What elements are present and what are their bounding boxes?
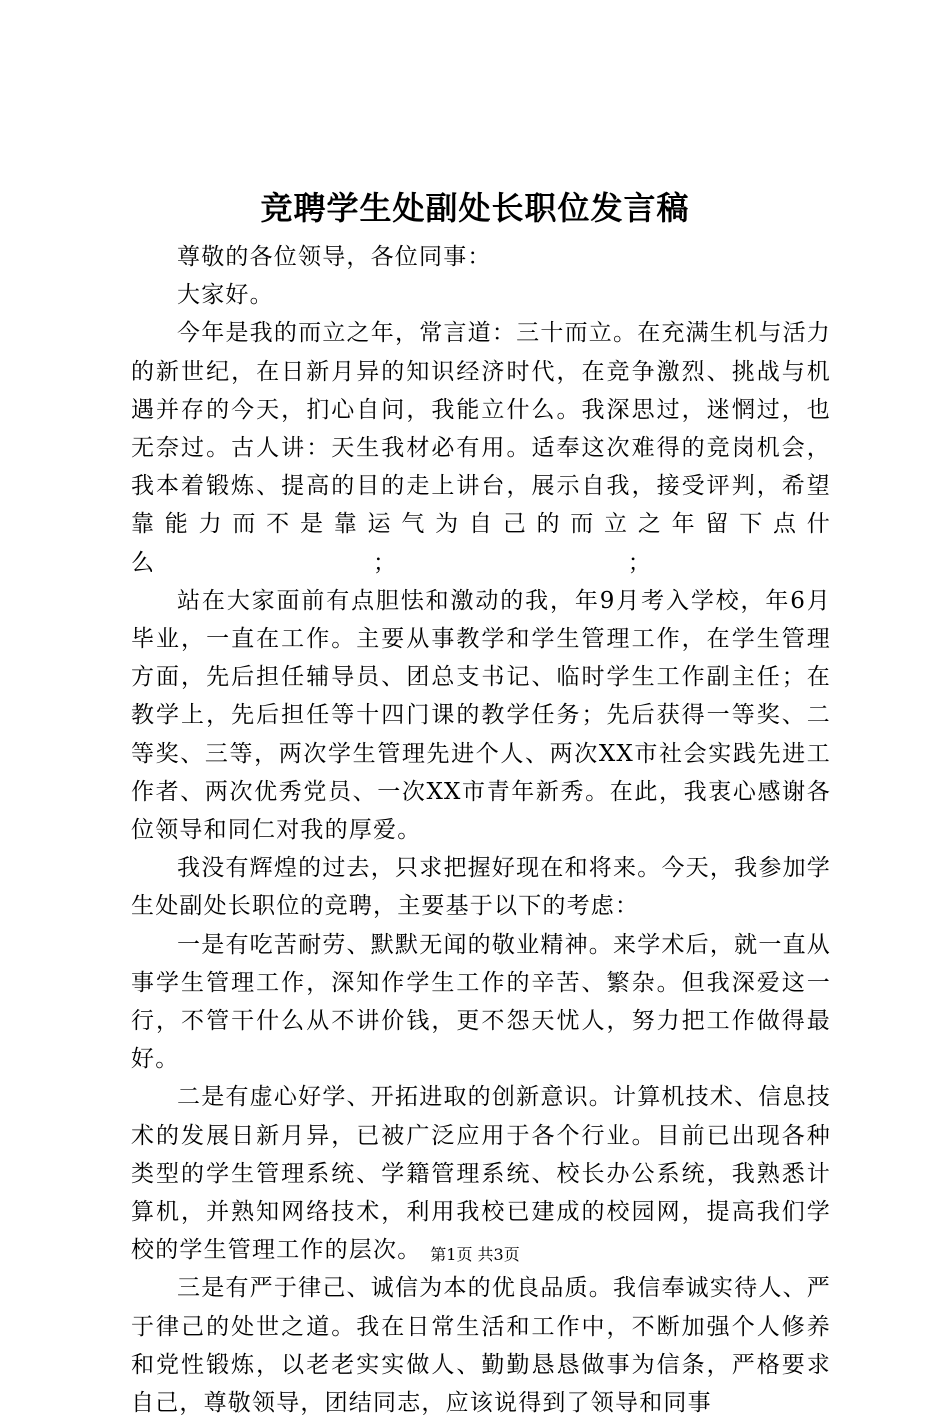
greeting-paragraph: 大家好。 <box>177 282 274 309</box>
body-paragraph: 三是有严于律己、诚信为本的优良品质。我信奉诚实待人、严于律己的处世之道。我在日常生活和工作中，不断加强个人修养和党性锻炼，以老老实实做人、勤勤恳恳做事为信条，严格要求自己，尊敬领导，团结同志，应该说得到了领导和同事 <box>131 1275 831 1417</box>
page-number-footer: 第1页 共3页 <box>430 1245 520 1264</box>
document-title: 竞聘学生处副处长职位发言稿 <box>260 189 690 227</box>
body-paragraph: 二是有虚心好学、开拓进取的创新意识。计算机技术、信息技术的发展日新月异，已被广泛应用于各个行业。目前已出现各种类型的学生管理系统、学籍管理系统、校长办公系统，我熟悉计算机，并熟知网络技术，利用我校已建成的校园网，提高我们学校的学生管理工作的层次。 <box>131 1084 831 1264</box>
body-paragraph: 站在大家面前有点胆怯和激动的我，年9月考入学校，年6月毕业，一直在工作。主要从事教学和学生管理工作，在学生管理方面，先后担任辅导员、团总支书记、临时学生工作副主任；在教学上，先后担任等十四门课的教学任务；先后获得一等奖、二等奖、三等，两次学生管理先进个人、两次XX市社会实践先进工作者、两次优秀党员、一次XX市青年新秀。在此，我衷心感谢各位领导和同仁对我的厚爱。 <box>131 587 831 844</box>
body-paragraph: 一是有吃苦耐劳、默默无闻的敬业精神。来学术后，就一直从事学生管理工作，深知作学生工作的辛苦、繁杂。但我深爱这一行，不管干什么从不讲价钱，更不怨天忧人，努力把工作做得最好。 <box>131 931 831 1073</box>
body-paragraph: 我没有辉煌的过去，只求把握好现在和将来。今天，我参加学生处副处长职位的竞聘，主要基于以下的考虑： <box>131 855 831 920</box>
body-paragraph: 今年是我的而立之年，常言道：三十而立。在充满生机与活力的新世纪，在日新月异的知识经济时代，在竞争激烈、挑战与机遇并存的今天，扪心自问，我能立什么。我深思过，迷惘过，也无奈过。古人讲：天生我材必有用。适奉这次难得的竞岗机会，我本着锻炼、提高的目的走上讲台，展示自我，接受评判，希望靠能力而不是靠运气为自己的而立之年留下点什么 ； ； <box>131 320 831 576</box>
salutation-paragraph: 尊敬的各位领导，各位同事： <box>177 244 492 270</box>
